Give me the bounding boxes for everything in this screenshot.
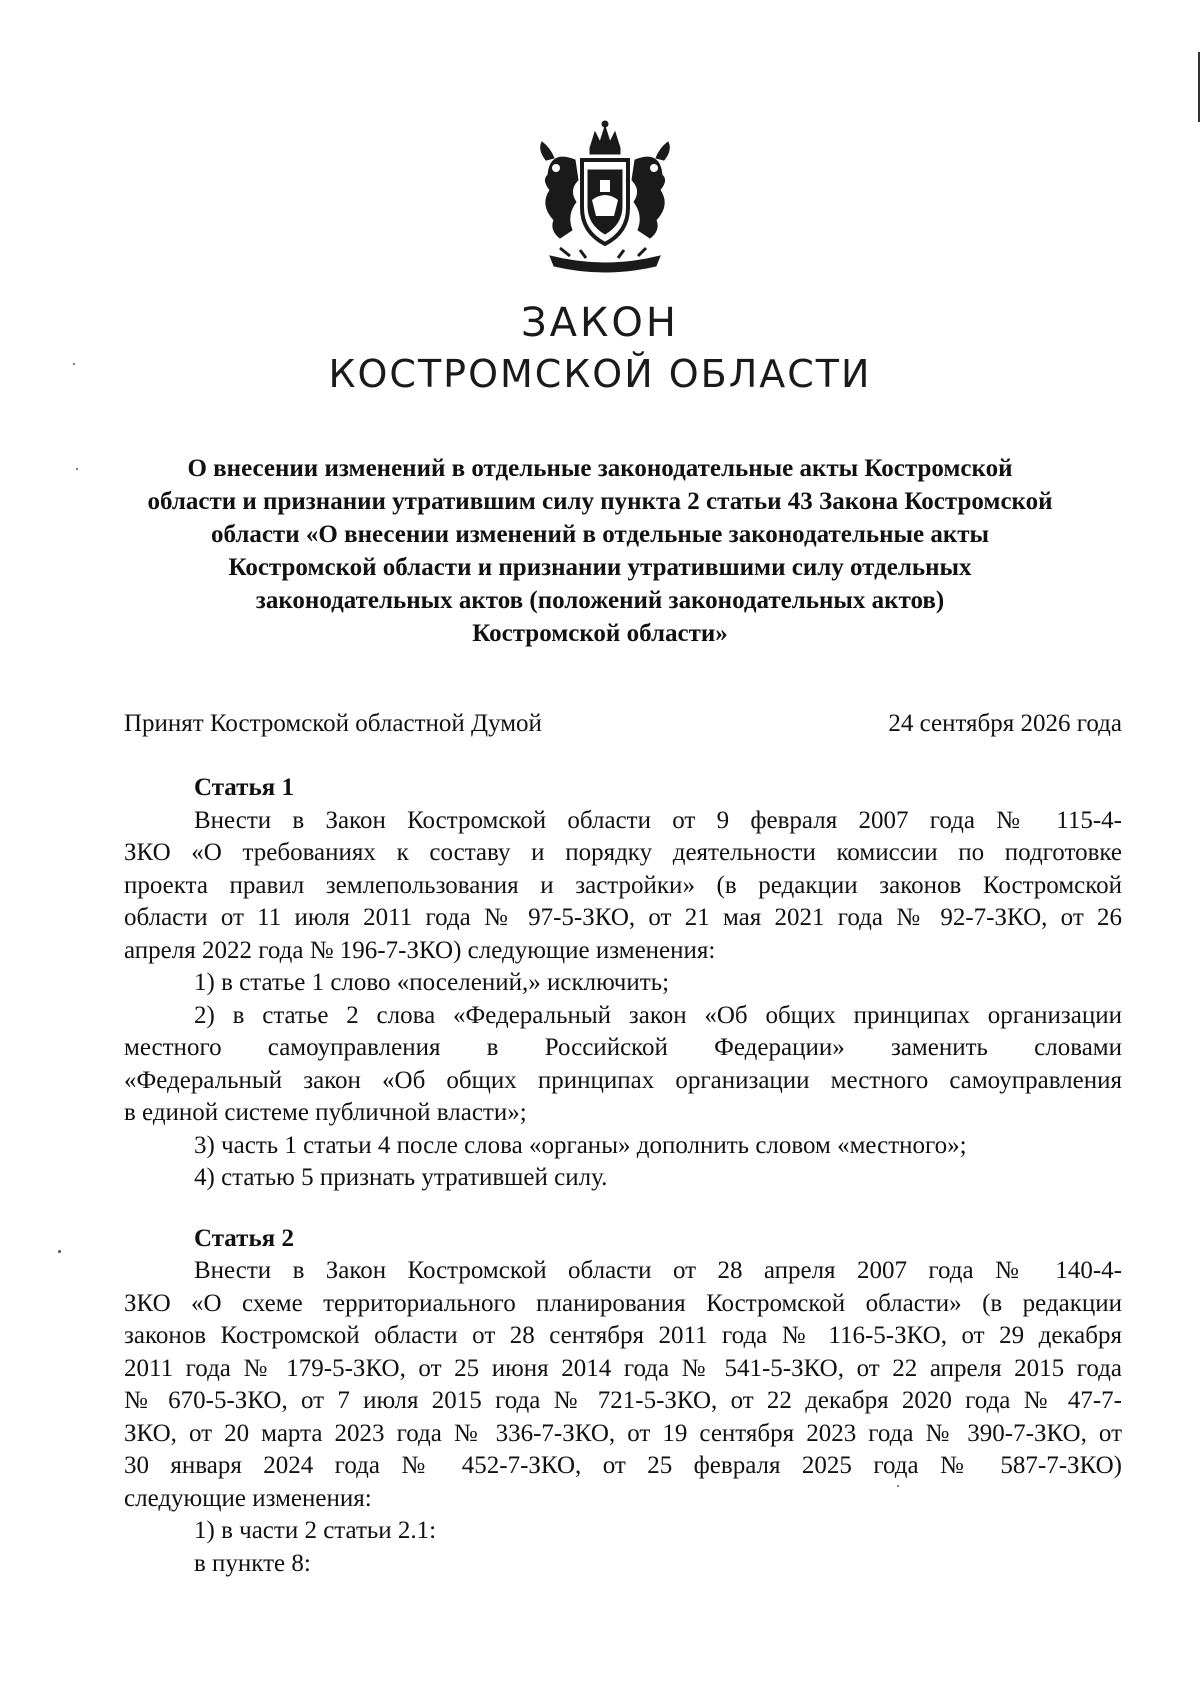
- article2-intro-line: законов Костромской области от 28 сентября 2011 года № 116-5-ЗКО, от 29 декабря: [124, 1322, 1122, 1349]
- adopted-by: Принят Костромской областной Думой: [124, 710, 542, 737]
- heading-line: Костромской области и признании утратившими силу отдельных: [228, 554, 972, 581]
- article1-intro-line: проекта правил землепользования и застройки» (в редакции законов Костромской: [124, 871, 1122, 899]
- law-title-line2: КОСТРОМСКОЙ ОБЛАСТИ: [328, 352, 872, 396]
- document-heading: [140, 452, 1060, 650]
- article1-intro-line: ЗКО «О требованиях к составу и порядку деятельности комиссии по подготовке: [124, 839, 1122, 866]
- article1-intro-line: области от 11 июля 2011 года № 97-5-ЗКО, от 21 мая 2021 года № 92-7-ЗКО, от 26: [124, 904, 1122, 931]
- article1-intro-line: апреля 2022 года № 196-7-ЗКО) следующие изменения:: [124, 936, 716, 964]
- article2-intro-line: ЗКО «О схеме территориального планирования Костромской области» (в редакции: [124, 1289, 1122, 1317]
- article1-title: Статья 1: [194, 774, 294, 801]
- article1-item1: 1) в статье 1 слово «поселений,» исключить;: [194, 969, 670, 996]
- article1-item4: 4) статью 5 признать утратившей силу.: [194, 1164, 608, 1191]
- kostroma-coat-of-arms-icon: [520, 120, 690, 280]
- heading-line: О внесении изменений в отдельные законодательные акты Костромской: [187, 455, 1013, 482]
- article2-intro-line: 2011 года № 179-5-ЗКО, от 25 июня 2014 года № 541-5-ЗКО, от 22 апреля 2015 года: [124, 1354, 1122, 1382]
- article1-item2-line: местного самоуправления в Российской Федерации» заменить словами: [124, 1034, 1122, 1061]
- scan-speck: [897, 1485, 899, 1487]
- heading-line: законодательных актов (положений законодательных актов): [255, 587, 945, 614]
- article2-item1: 1) в части 2 статьи 2.1:: [194, 1517, 437, 1544]
- article1-intro-line: Внести в Закон Костромской области от 9 февраля 2007 года № 115-4-: [194, 806, 1122, 834]
- scan-speck: [58, 1250, 61, 1253]
- article1-item2-line: в единой системе публичной власти»;: [124, 1099, 527, 1126]
- adopted-date: 24 сентября 2026 года: [888, 710, 1122, 737]
- article2-intro-line: 30 января 2024 года № 452-7-ЗКО, от 25 февраля 2025 года № 587-7-ЗКО): [124, 1452, 1122, 1479]
- heading-line: Костромской области»: [472, 620, 728, 647]
- adoption-line: [124, 710, 1122, 738]
- scan-speck: [76, 468, 78, 470]
- article2-intro-line: Внести в Закон Костромской области от 28 апреля 2007 года № 140-4-: [194, 1257, 1122, 1284]
- article2-title: Статья 2: [194, 1224, 294, 1252]
- article2-intro-line: следующие изменения:: [124, 1484, 372, 1512]
- article1-item3: 3) часть 1 статьи 4 после слова «органы» дополнить словом «местного»;: [194, 1131, 967, 1159]
- article1-item2-line: «Федеральный закон «Об общих принципах организации местного самоуправления: [124, 1066, 1122, 1094]
- scan-speck: [73, 363, 75, 365]
- heading-line: области «О внесении изменений в отдельные законодательные акты: [210, 521, 990, 548]
- article2-sub1: в пункте 8:: [194, 1549, 311, 1577]
- law-title-line1: ЗАКОН: [521, 300, 679, 346]
- article2-intro-line: № 670-5-ЗКО, от 7 июля 2015 года № 721-5-ЗКО, от 22 декабря 2020 года № 47-7-: [124, 1387, 1122, 1414]
- article2-intro-line: ЗКО, от 20 марта 2023 года № 336-7-ЗКО, от 19 сентября 2023 года № 390-7-ЗКО, от: [124, 1419, 1122, 1447]
- article1-item2-line: 2) в статье 2 слова «Федеральный закон «Об общих принципах организации: [194, 1001, 1122, 1029]
- heading-line: области и признании утратившим силу пункта 2 статьи 43 Закона Костромской: [147, 488, 1053, 515]
- document-body: [124, 772, 1122, 1580]
